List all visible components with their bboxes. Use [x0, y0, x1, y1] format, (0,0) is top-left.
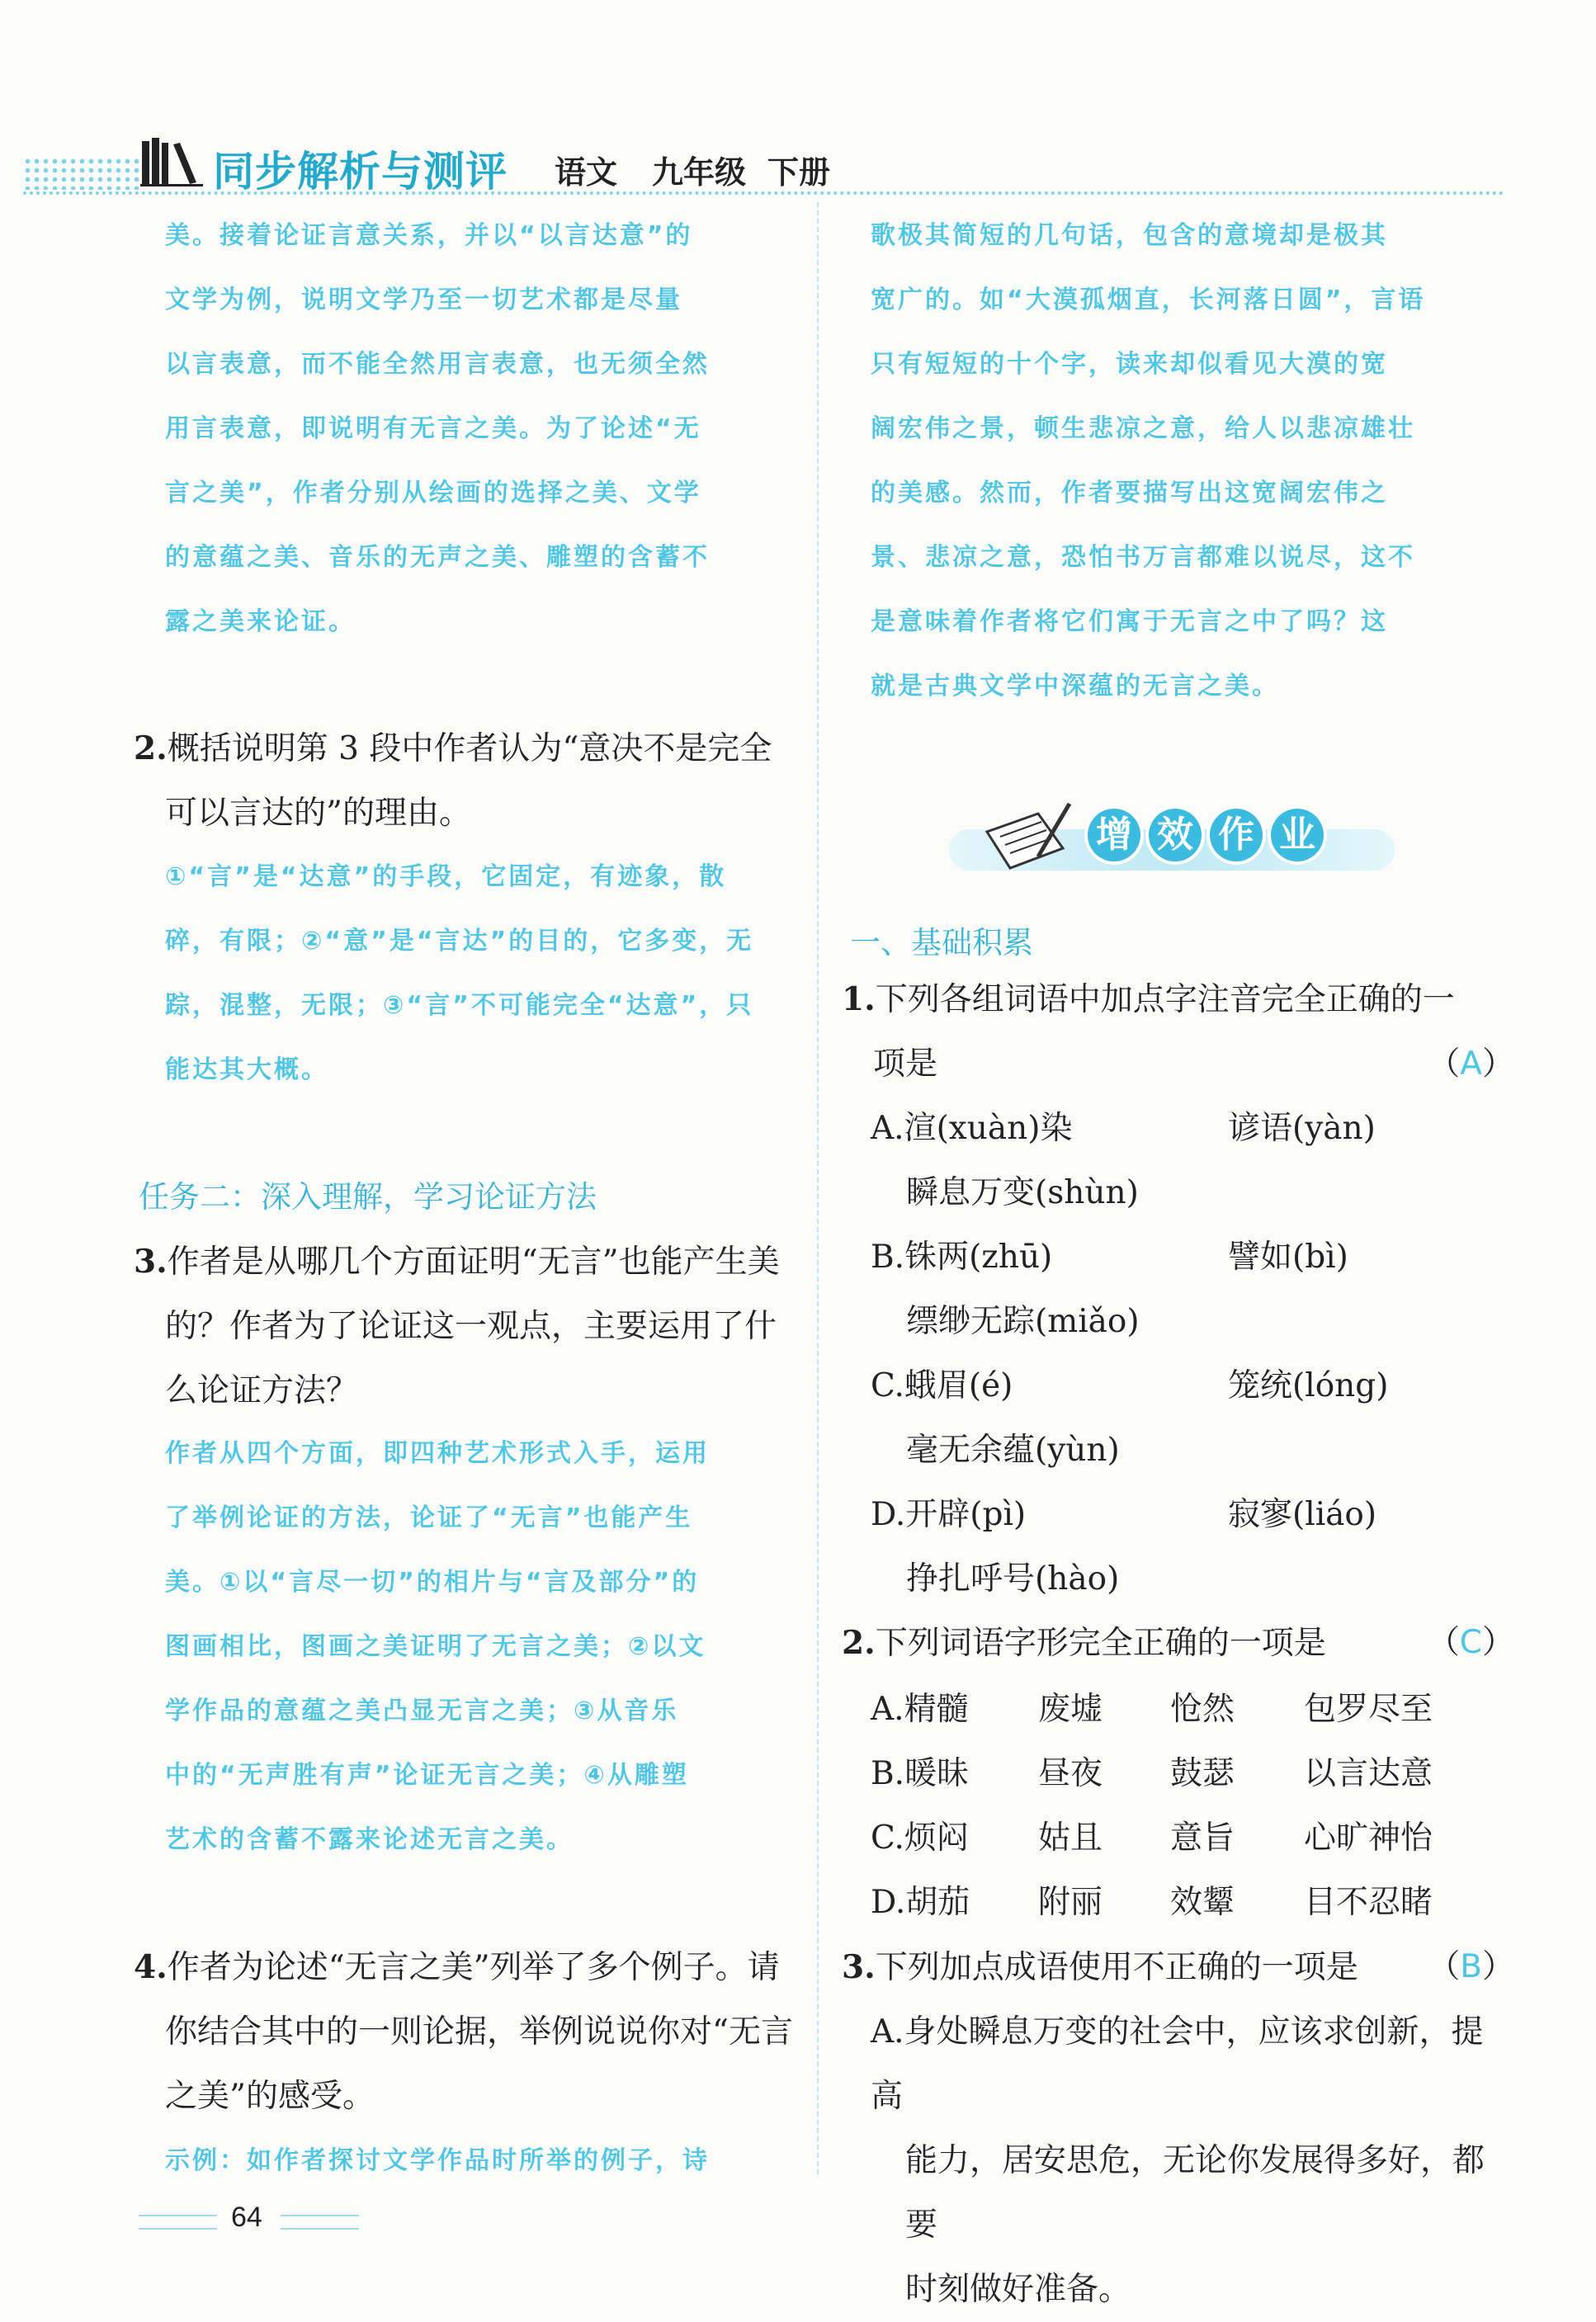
banner-char: 增 — [1088, 809, 1140, 861]
books-icon — [140, 136, 205, 187]
answer-line: 示例：如作者探讨文学作品时所举的例子，诗 — [165, 2146, 710, 2175]
section-heading: 一、基础积累 — [850, 925, 1033, 960]
question-text: 项是 — [873, 1045, 938, 1083]
q2-answer — [165, 845, 805, 1102]
footer-rule-left — [139, 2215, 217, 2230]
footer-rule-right — [281, 2215, 359, 2230]
option-c-word2: 笼统(lóng) — [1228, 1367, 1389, 1404]
option-b-word3: 缥缈无踪(miǎo) — [906, 1303, 1140, 1340]
option-d-word2: 寂寥(liáo) — [1228, 1496, 1377, 1533]
answer-line: 艺术的含蓄不露来论述无言之美。 — [165, 1825, 574, 1854]
question-text: 之美”的感受。 — [165, 2078, 375, 2115]
option-a-text: A.身处瞬息万变的社会中，应该求创新，提高 — [871, 2013, 1484, 2115]
answer-line: ①“言”是“达意”的手段，它固定，有迹象，散 — [165, 862, 727, 891]
answer-line: 了举例论证的方法，论证了“无言”也能产生 — [165, 1503, 693, 1532]
answer-bracket: （C） — [1427, 1624, 1514, 1661]
answer-line: 歌极其简短的几句话，包含的意境却是极其 — [871, 221, 1388, 250]
option-b-word2: 譬如(bì) — [1228, 1239, 1348, 1276]
answer-line: 能达其大概。 — [165, 1055, 328, 1084]
question-text: 你结合其中的一则论据，举例说说你对“无言 — [165, 2013, 793, 2051]
option-a-word1: A.渲(xuàn)染 — [871, 1110, 1073, 1147]
answer-line: 以言表意，而不能全然用言表意，也无须全然 — [165, 350, 710, 379]
option-a-word3: 瞬息万变(shùn) — [906, 1174, 1139, 1211]
option-a-text: 时刻做好准备。 — [905, 2271, 1131, 2308]
option-word: C.烦闷 — [871, 1819, 969, 1857]
question-2-left — [134, 716, 806, 846]
option-a-word2: 谚语(yàn) — [1228, 1110, 1376, 1147]
q4-answer — [165, 2129, 805, 2193]
task-heading: 任务二：深入理解，学习论证方法 — [139, 1179, 597, 1215]
q4-answer-continued — [871, 204, 1510, 719]
question-number: 1. — [842, 980, 876, 1018]
question-number: 4. — [134, 1948, 168, 1986]
answer-line: 只有短短的十个字，读来却似看见大漠的宽 — [871, 350, 1388, 379]
question-text: 概括说明第 3 段中作者认为“意决不是完全 — [167, 730, 772, 767]
question-number: 2. — [842, 1624, 876, 1662]
q1-answer-continued — [165, 204, 805, 654]
option-c-word1: C.蛾眉(é) — [871, 1367, 1013, 1404]
answer-line: 文学为例，说明文学乃至一切艺术都是尽量 — [165, 286, 682, 314]
option-word: 废墟 — [1038, 1691, 1103, 1728]
question-text: 作者是从哪几个方面证明“无言”也能产生美 — [167, 1244, 780, 1281]
banner-char: 效 — [1149, 809, 1202, 861]
question-text: 下列加点成语使用不正确的一项是 — [875, 1949, 1358, 1986]
page-number: 64 — [231, 2202, 262, 2233]
answer-line: 的意蕴之美、音乐的无声之美、雕塑的含蓄不 — [165, 543, 710, 572]
option-word: 以言达意 — [1304, 1755, 1433, 1792]
answer-line: 美。接着论证言意关系，并以“以言达意”的 — [165, 221, 693, 250]
volume-label: 下册 — [767, 154, 831, 191]
answer-line: 是意味着作者将它们寓于无言之中了吗？这 — [871, 607, 1388, 636]
q3-answer — [165, 1422, 805, 1872]
option-word: 包罗尽至 — [1304, 1691, 1433, 1728]
question-text: 下列各组词语中加点字注音完全正确的一 — [875, 981, 1455, 1018]
question-number: 3. — [842, 1948, 876, 1986]
answer-line: 景、悲凉之意，恐怕书万言都难以说尽，这不 — [871, 543, 1415, 572]
notebook-pen-icon — [980, 799, 1079, 873]
header-dots-decoration — [23, 157, 143, 190]
answer-line: 言之美”，作者分别从绘画的选择之美、文学 — [165, 479, 701, 507]
answer-line: 就是古典文学中深蕴的无言之美。 — [871, 672, 1279, 701]
option-b-word1: B.铢两(zhū) — [871, 1239, 1053, 1276]
question-text: 的？作者为了论证这一观点，主要运用了什 — [165, 1308, 777, 1345]
option-d-word3: 挣扎呼号(hào) — [906, 1560, 1120, 1598]
answer-letter: C — [1459, 1624, 1482, 1661]
answer-line: 踪，混整，无限；③“言”不可能完全“达意”，只 — [165, 991, 754, 1020]
answer-bracket: （A） — [1428, 1045, 1514, 1083]
answer-line: 作者从四个方面，即四种艺术形式入手，运用 — [165, 1439, 710, 1468]
answer-line: 图画相比，图画之美证明了无言之美；②以文 — [165, 1632, 706, 1661]
question-number: 3. — [134, 1243, 168, 1281]
question-text: 作者为论述“无言之美”列举了多个例子。请 — [167, 1949, 780, 1986]
answer-line: 的美感。然而，作者要描写出这宽阔宏伟之 — [871, 479, 1388, 507]
banner-char: 业 — [1271, 809, 1324, 861]
option-word: 附丽 — [1038, 1884, 1103, 1921]
answer-line: 中的“无声胜有声”论证无言之美；④从雕塑 — [165, 1761, 689, 1790]
option-word: D.胡茄 — [871, 1884, 970, 1921]
answer-letter: B — [1460, 1948, 1482, 1985]
question-text: 下列词语字形完全正确的一项是 — [875, 1625, 1326, 1662]
answer-line: 阔宏伟之景，顿生悲凉之意，给人以悲凉雄壮 — [871, 414, 1415, 443]
subject-label: 语文 — [555, 154, 618, 191]
option-word: 目不忍睹 — [1304, 1884, 1433, 1921]
option-a-text: 能力，居安思危，无论你发展得多好，都要 — [905, 2142, 1485, 2244]
answer-line: 美。①以“言尽一切”的相片与“言及部分”的 — [165, 1568, 700, 1597]
question-2-right — [842, 1611, 1514, 1676]
answer-line: 宽广的。如“大漠孤烟直，长河落日圆”，言语 — [871, 286, 1426, 314]
option-word: 怆然 — [1170, 1691, 1235, 1728]
question-text: 可以言达的”的理由。 — [165, 795, 471, 832]
answer-bracket: （B） — [1428, 1948, 1514, 1985]
option-word: 鼓瑟 — [1170, 1755, 1235, 1792]
column-divider — [817, 202, 819, 2174]
answer-line: 露之美来论证。 — [165, 607, 356, 636]
option-word: 效颦 — [1170, 1884, 1235, 1921]
question-number: 2. — [134, 729, 168, 767]
answer-line: 用言表意，即说明有无言之美。为了论述“无 — [165, 414, 701, 443]
question-1-right — [842, 967, 1514, 1097]
question-4-left — [134, 1935, 806, 2129]
question-3-left — [134, 1229, 806, 1423]
book-series-title: 同步解析与测评 — [213, 148, 508, 196]
option-word: A.精髓 — [871, 1691, 969, 1728]
option-word: 姑且 — [1038, 1819, 1103, 1857]
option-word: 心旷神怡 — [1304, 1819, 1433, 1857]
option-word: 意旨 — [1170, 1819, 1235, 1857]
option-d-word1: D.开辟(pì) — [871, 1496, 1027, 1533]
question-text: 么论证方法？ — [165, 1372, 359, 1409]
question-3-right — [842, 1935, 1514, 2322]
option-c-word3: 毫无余蕴(yùn) — [906, 1432, 1120, 1469]
grade-label: 九年级 — [652, 154, 747, 191]
answer-line: 碎，有限；②“意”是“言达”的目的，它多变，无 — [165, 927, 754, 956]
answer-letter: A — [1460, 1045, 1482, 1083]
answer-line: 学作品的意蕴之美凸显无言之美；③从音乐 — [165, 1697, 679, 1725]
banner-char: 作 — [1210, 809, 1263, 861]
option-word: 昼夜 — [1038, 1755, 1103, 1792]
option-word: B.暖昧 — [871, 1755, 970, 1792]
